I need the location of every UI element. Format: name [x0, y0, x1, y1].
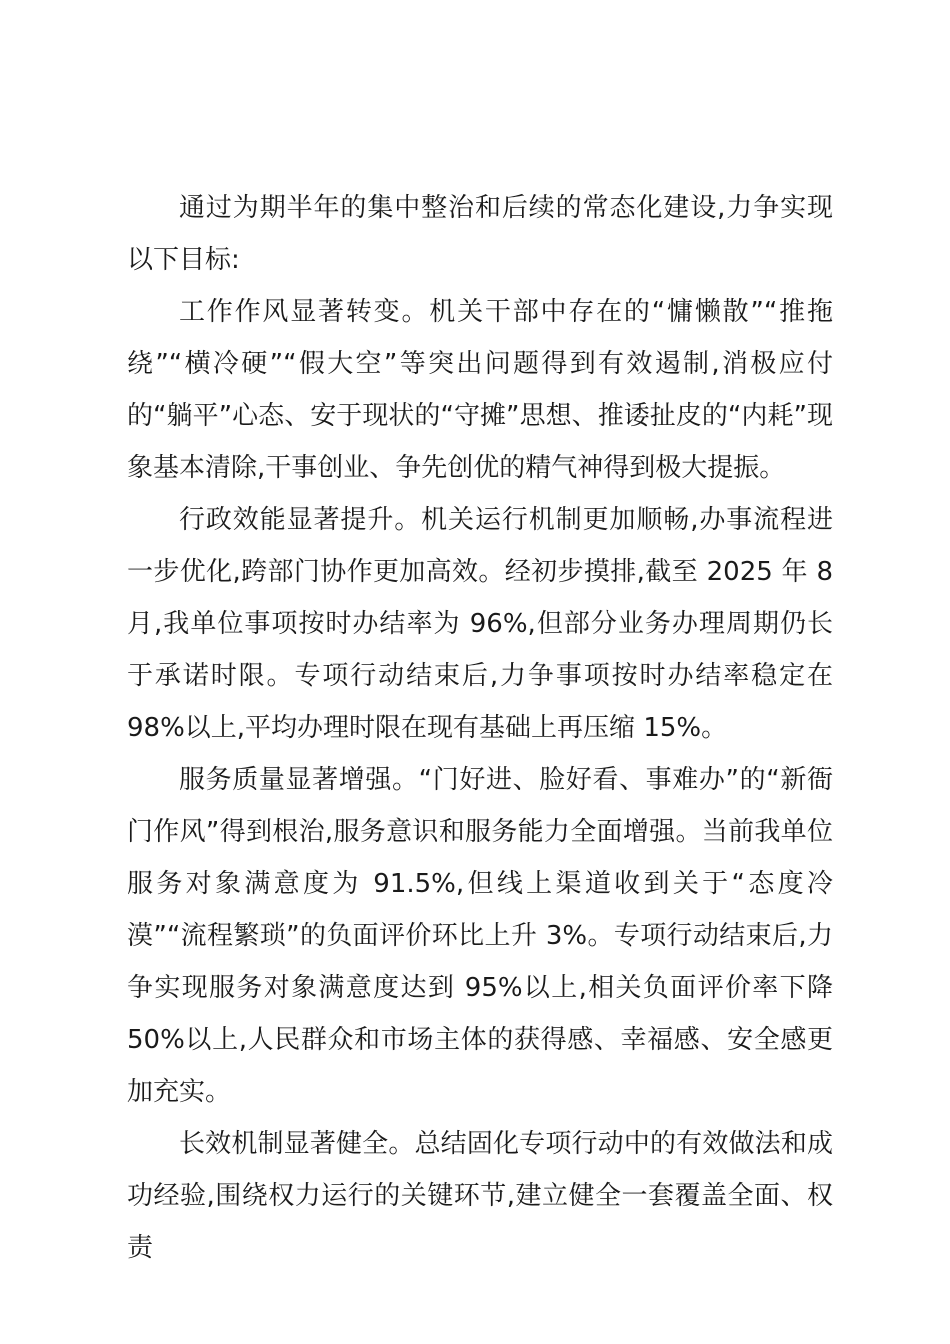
document-body [127, 182, 833, 1274]
paragraph-long-term-mechanism: 长效机制显著健全。总结固化专项行动中的有效做法和成功经验,围绕权力运行的关键环节,建立健全一套覆盖全面、权责 [127, 1129, 833, 1263]
paragraph-service-quality: 服务质量显著增强。“门好进、脸好看、事难办”的“新衙门作风”得到根治,服务意识和服务能力全面增强。当前我单位服务对象满意度为 91.5%,但线上渠道收到关于“态度冷漠”“流程繁琐”的负面评价环比上升 3%。专项行动结束后,力争实现服务对象满意度达到 95%以上,相关负面评价率下降 50%以上,人民群众和市场主体的获得感、幸福感、安全感更加充实。 [127, 765, 833, 1107]
paragraph-efficiency: 行政效能显著提升。机关运行机制更加顺畅,办事流程进一步优化,跨部门协作更加高效。经初步摸排,截至 2025 年 8 月,我单位事项按时办结率为 96%,但部分业务办理周期仍长于承诺时限。专项行动结束后,力争事项按时办结率稳定在 98%以上,平均办理时限在现有基础上再压缩 15%。 [127, 505, 833, 743]
paragraph-work-style: 工作作风显著转变。机关干部中存在的“慵懒散”“推拖绕”“横冷硬”“假大空”等突出问题得到有效遏制,消极应付的“躺平”心态、安于现状的“守摊”思想、推诿扯皮的“内耗”现象基本清除,干事创业、争先创优的精气神得到极大提振。 [127, 297, 833, 483]
paragraph-intro: 通过为期半年的集中整治和后续的常态化建设,力争实现以下目标: [127, 193, 833, 275]
